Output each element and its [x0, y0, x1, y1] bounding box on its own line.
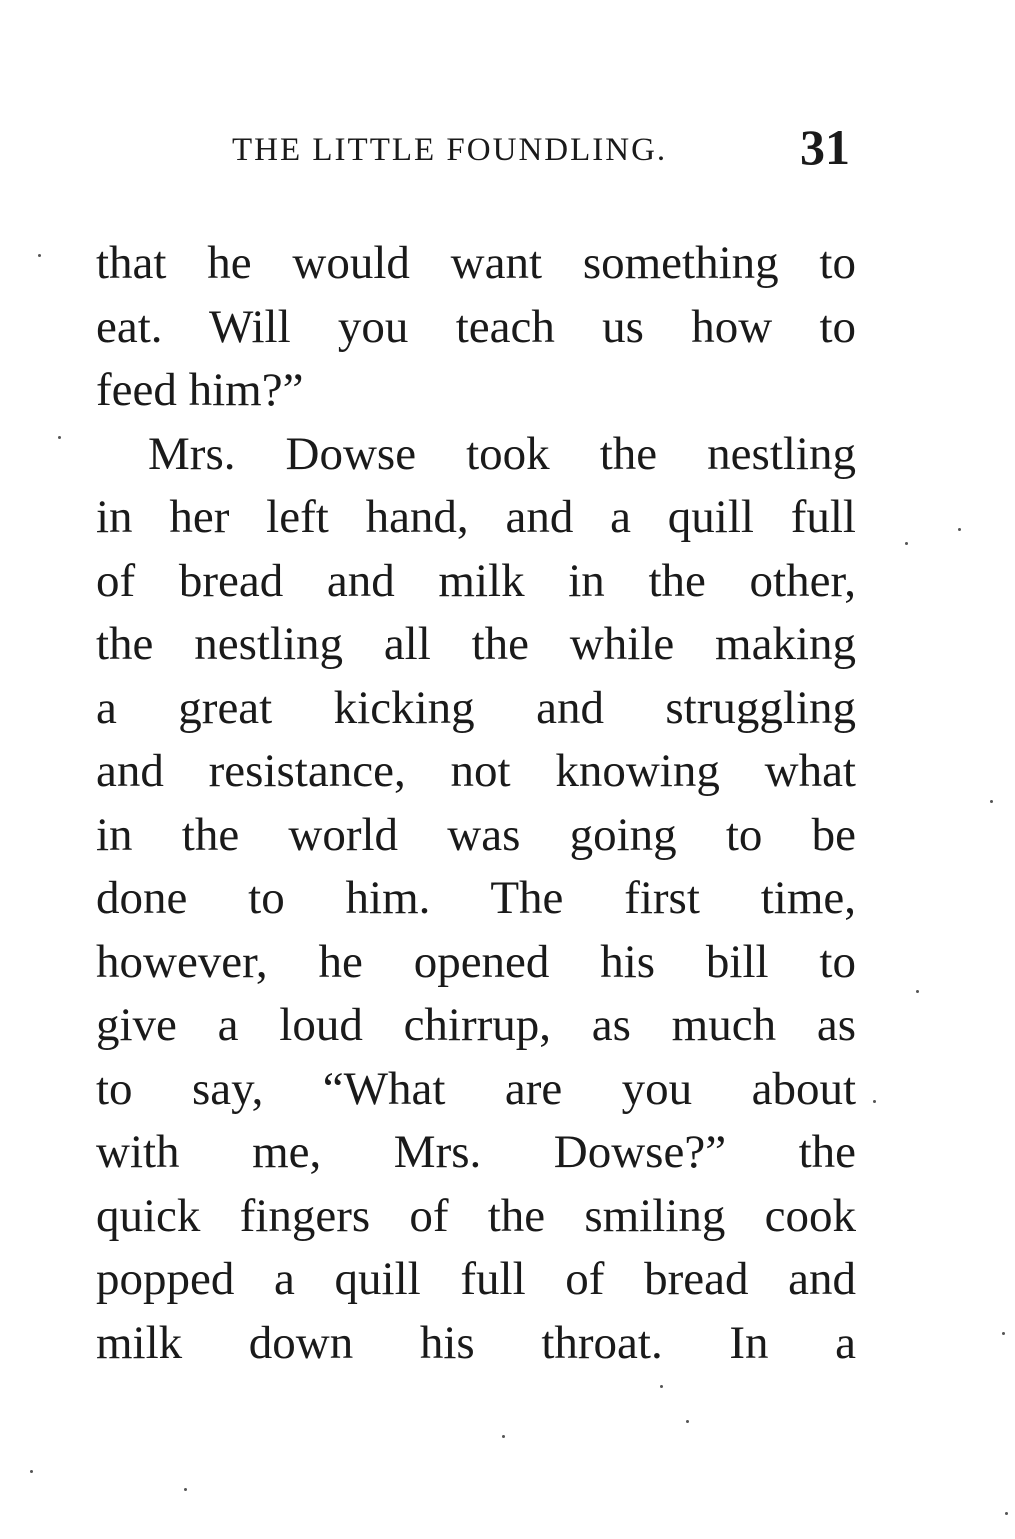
text-line: a great kicking and struggling [96, 681, 856, 734]
scan-speck [686, 1420, 689, 1423]
scan-speck [30, 1470, 33, 1473]
text-line: popped a quill full of bread and [96, 1253, 856, 1305]
scan-speck [958, 528, 961, 531]
text-line: however, he opened his bill to [96, 935, 856, 988]
scan-speck [38, 254, 41, 257]
text-line: with me, Mrs. Dowse?” the [96, 1126, 856, 1178]
page-number: 31 [800, 119, 850, 175]
scan-speck [502, 1435, 505, 1438]
text-line: eat. Will you teach us how to [96, 300, 856, 353]
text-line: in the world was going to be [96, 808, 856, 861]
text-line: of bread and milk in the other, [96, 554, 856, 607]
text-line: in her left hand, and a quill full [96, 491, 856, 543]
scan-speck [58, 436, 61, 439]
body-text [96, 232, 856, 1375]
scan-speck [873, 1100, 876, 1103]
text-line: feed him?” [96, 364, 304, 416]
running-head [0, 118, 1015, 178]
text-line: that he would want something to [96, 237, 856, 289]
scan-speck [1002, 1332, 1005, 1335]
scan-speck [916, 990, 919, 993]
scan-speck [660, 1385, 663, 1388]
text-line: quick fingers of the smiling cook [96, 1189, 856, 1242]
text-line: done to him. The first time, [96, 872, 856, 924]
text-line: to say, “What are you about [96, 1062, 856, 1115]
text-line: the nestling all the while making [96, 618, 856, 670]
text-line: milk down his throat. In a [96, 1316, 856, 1369]
text-line: and resistance, not knowing what [96, 745, 856, 797]
text-line: Mrs. Dowse took the nestling [148, 427, 856, 480]
running-title: THE LITTLE FOUNDLING. [232, 132, 668, 168]
scan-speck [184, 1488, 187, 1491]
scan-speck [990, 800, 993, 803]
scan-speck [1005, 1512, 1008, 1515]
scan-speck [905, 542, 908, 545]
text-line: give a loud chirrup, as much as [96, 999, 856, 1051]
